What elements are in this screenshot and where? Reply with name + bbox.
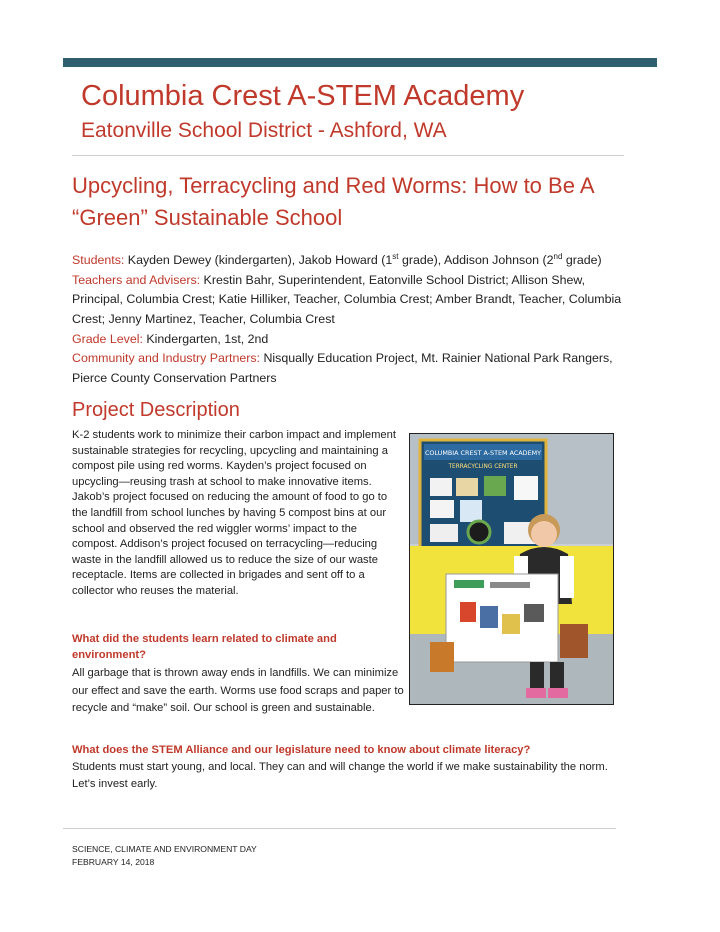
footer-divider — [63, 828, 616, 829]
partners-label: Community and Industry Partners: — [72, 351, 261, 366]
climate-answer: All garbage that is thrown away ends in landfills. We can minimize our effect and save the earth. Worms use food scraps and paper to recycle and “make” soil. Our school is green and sustainable. — [72, 667, 404, 714]
teachers-label: Teachers and Advisers: — [72, 272, 201, 287]
project-title-line2: “Green” Sustainable School — [72, 205, 343, 230]
district-name: Eatonville School District - Ashford, WA — [81, 119, 447, 142]
grade-label: Grade Level: — [72, 331, 143, 346]
project-title-line1: Upcycling, Terracycling and Red Worms: How to Be A — [72, 173, 595, 198]
students-sup-2: nd — [553, 252, 563, 261]
footer-date: FEBRUARY 14, 2018 — [72, 856, 155, 867]
grade-line — [72, 330, 632, 350]
literacy-answer: Students must start young, and local. They can and will change the world if we make sustainability the norm. Let’s invest early. — [72, 761, 608, 790]
description-heading: Project Description — [72, 399, 240, 421]
student-photo — [409, 433, 614, 705]
teachers-line — [72, 271, 632, 330]
grade-text: Kindergarten, 1st, 2nd — [142, 331, 269, 346]
partners-line — [72, 349, 632, 388]
description-body: K-2 students work to minimize their carbon impact and implement sustainable strategies for recycling, upcycling and maintaining a compost pile using red worms. Kayden’s project focused on upcycling—reusing trash at school to make innovative items. Jakob’s project focused on reducing the amount of food to go to the landfill from school lunches by having 5 compost bins at our school and observed the red wiggler worms’ impact to the compost. Addison’s project focused on terracycling—reducing waste in the landfill allowed us to reduce the size of our waste receptacle. Items are collected in brigades and sent off to a collector who reuses the material. — [72, 429, 396, 597]
footer-event: SCIENCE, CLIMATE AND ENVIRONMENT DAY — [72, 844, 257, 854]
students-line — [72, 247, 632, 271]
photo-illustration — [410, 434, 613, 704]
climate-question: What did the students learn related to climate and environment? — [72, 633, 337, 661]
students-text-1: Kayden Dewey (kindergarten), Jakob Howard (1 — [124, 253, 393, 268]
project-title — [72, 170, 632, 234]
students-sup-1: st — [392, 252, 399, 261]
students-label: Students: — [72, 253, 125, 268]
header-divider — [72, 155, 624, 156]
students-text-3: grade) — [562, 253, 602, 268]
board-subtitle-text: TERRACYCLING CENTER — [448, 464, 518, 470]
school-name: Columbia Crest A-STEM Academy — [81, 80, 525, 112]
project-meta — [72, 247, 632, 388]
partners-text: Nisqually Education Project, Mt. Rainier National Park Rangers, Pierce County Conservation Partners — [72, 351, 613, 385]
footer — [72, 843, 257, 868]
board-title-text: COLUMBIA CREST A-STEM ACADEMY — [424, 449, 542, 457]
students-text-2: grade), Addison Johnson (2 — [398, 253, 554, 268]
teachers-text: Krestin Bahr, Superintendent, Eatonville School District; Allison Shew, Principal, Columbia Crest; Katie Hilliker, Teacher, Columbia Crest; Amber Brandt, Teacher, Columbia Crest; Jenny Martinez, Teacher, Columbia Crest — [72, 272, 622, 326]
header-bar — [63, 58, 657, 67]
literacy-question: What does the STEM Alliance and our legislature need to know about climate literacy? — [72, 744, 531, 756]
